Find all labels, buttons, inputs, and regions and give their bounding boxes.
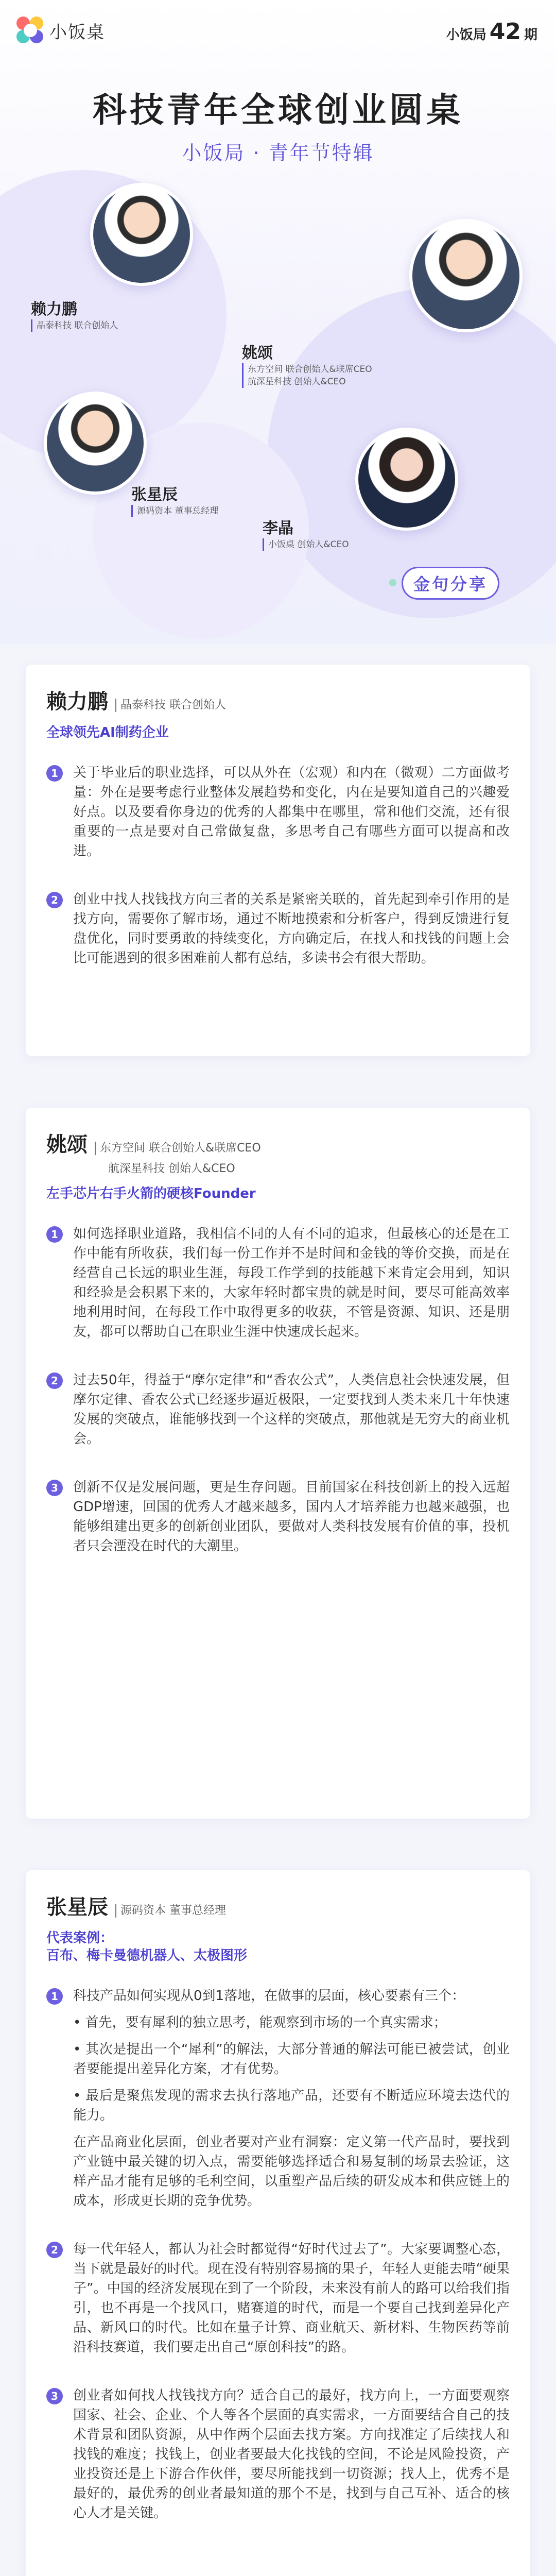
quote-badge-label: 金句分享: [402, 567, 499, 600]
guest-desc-2: [242, 363, 372, 388]
brand-logo: [16, 16, 105, 44]
guest-photo-1: [90, 183, 193, 286]
page-subtitle: 小饭局 · 青年节特辑: [182, 142, 374, 164]
speaker-card-1: [26, 665, 530, 1056]
guest-desc-2-line1: 东方空间 联合创始人&联席CEO: [248, 364, 372, 375]
guest-photo-3: [44, 392, 147, 495]
speaker-card-3: [26, 1870, 530, 2576]
hero-section: [0, 0, 556, 644]
guest-name-2: 姚颂: [242, 344, 273, 362]
item-number-badge: 3: [46, 2388, 63, 2404]
issue-unit: 期: [524, 27, 537, 43]
quote-text: 如何选择职业道路，我相信不同的人有不同的追求，但最核心的还是在工作中能有所收获，我们每一份工作并不是时间和金钱的等价交换，而是在经营自己长远的职业生涯，每段工作学到的技能越下来肯定会用到，知识和经验是会积累下来的，大家年轻时都宝贵的就是时间，要尽可能高效率地利用时间，在每段工作中取得更多的收获，不管是资源、知识、还是朋友，都可以帮助自己在职业生涯中快速成长起来。: [73, 1226, 510, 1340]
quote-item: [46, 2240, 510, 2357]
quote-bullet: • 其次是提出一个“犀利”的解法，大部分普通的解法可能已被尝试，创业者要能提出差异化方案，才有优势。: [73, 2042, 510, 2077]
quote-item: [46, 1370, 510, 1449]
quote-item: [46, 890, 510, 968]
speaker-name: 赖力鹏: [46, 690, 108, 714]
speaker-role: 晶泰科技 联合创始人: [115, 699, 226, 712]
speaker-tag: 代表案例： 百布、梅卡曼德机器人、太极图形: [46, 1930, 248, 1963]
quote-bullet: • 首先，要有犀利的独立思考，能观察到市场的一个真实需求；: [73, 2015, 447, 2030]
logo-icon: [16, 16, 44, 44]
quote-text: 创业者如何找人找钱找方向？适合自己的最好，找方向上，一方面要观察国家、社会、企业、个人等各个层面的真实需求，一方面要结合自己的技术背景和团队资源，从中作两个层面去找方案。方向找准定了后续找人和找钱的难度；找钱上，创业者要最大化找钱的空间，不论是风险投资，产业投资还是上下游合作伙伴，要尽所能找到一切资源；找人上，优秀不是最好的，最优秀的创业者最知道的那个不是，找到与自己互补、适合的核心人才是关键。: [73, 2388, 510, 2521]
guest-name-4: 李晶: [263, 519, 293, 537]
page-title: 科技青年全球创业圆桌: [93, 90, 463, 130]
speaker-name: 张星辰: [46, 1895, 108, 1919]
item-number-badge: 2: [46, 1372, 63, 1389]
guest-name-1: 赖力鹏: [31, 300, 77, 318]
speaker-role-2: 航深星科技 创始人&CEO: [108, 1162, 235, 1175]
quote-text: 过去50年，得益于“摩尔定律”和“香农公式”，人类信息社会快速发展，但摩尔定律、香农公式已经逐步逼近极限，一定要找到人类未来几十年快速发展的突破点，谁能够找到一个这样的突破点，那他就是无穷大的商业机会。: [73, 1372, 510, 1447]
quote-text: 科技产品如何实现从0到1落地，在做事的层面，核心要素有三个：: [73, 1988, 465, 2004]
quote-text: 创业中找人找钱找方向三者的关系是紧密关联的，首先起到牵引作用的是找方向，需要你了解市场，通过不断地摸索和分析客户，得到反馈进行复盘优化，同时要勇敢的持续变化，方向确定后，在找人和找钱的问题上会比可能遇到的很多困难前人都有总结，多读书会有很大帮助。: [73, 892, 510, 966]
quote-item: [46, 1986, 510, 2211]
issue-label: [446, 19, 537, 45]
quote-text: 每一代年轻人，都认为社会时都觉得“好时代过去了”。大家要调整心态，当下就是最好的时代。现在没有特别容易摘的果子，年轻人更能去啃“硬果子”。中国的经济发展现在到了一个阶段，未来没有前人的路可以给我们指引，也不再是一个找风口，赌赛道的时代，而是一个要自己找到差异化产品、新风口的时代。比如在量子计算、商业航天、新材料、生物医药等前沿科技赛道，我们要走出自己“原创科技”的路。: [73, 2242, 510, 2355]
guest-desc-3: 源码资本 董事总经理: [131, 505, 218, 517]
item-number-badge: 2: [46, 2242, 63, 2258]
quote-item: [46, 1478, 510, 1556]
guest-desc-4: 小饭桌 创始人&CEO: [263, 538, 349, 551]
guest-name-3: 张星辰: [131, 486, 178, 504]
quote-text: 在产品商业化层面，创业者要对产业有洞察：定义第一代产品时，要找到产业链中最关键的切入点，需要能够选择适合和易复制的场景去验证，这样产品才能有足够的毛利空间，以重塑产品后续的研发成本和供应链上的成本，形成更长期的竞争优势。: [73, 2134, 510, 2209]
item-number-badge: 1: [46, 765, 63, 782]
quote-text: 创新不仅是发展问题，更是生存问题。目前国家在科技创新上的投入远超GDP增速，回国的优秀人才越来越多，国内人才培养能力也越来越强，也能够组建出更多的创新创业团队，要做对人类科技发展有价值的事，投机者只会湮没在时代的大潮里。: [73, 1480, 510, 1554]
speaker-card-2: [26, 1108, 530, 1819]
quote-item: [46, 763, 510, 861]
guest-desc-1: 晶泰科技 联合创始人: [31, 319, 118, 332]
speaker-tag: 全球领先AI制药企业: [46, 725, 169, 740]
quote-badge: [402, 567, 499, 600]
quote-item: [46, 1224, 510, 1342]
item-number-badge: 1: [46, 1988, 63, 2005]
item-number-badge: 1: [46, 1226, 63, 1243]
item-number-badge: 3: [46, 1480, 63, 1496]
quote-item: [46, 2386, 510, 2523]
guest-desc-2-line2: 航深星科技 创始人&CEO: [248, 377, 346, 387]
guest-photo-4: [355, 428, 458, 531]
speaker-tag: 左手芯片右手火箭的硬核Founder: [46, 1186, 256, 1201]
quote-text: 关于毕业后的职业选择，可以从外在（宏观）和内在（微观）二方面做考量：外在是要考虑行业整体发展趋势和变化，内在是要知道自己的兴趣爱好点。以及要看你身边的优秀的人都集中在哪里，常和他们交流，还有很重要的一点是要对自己常做复盘，多思考自己有哪些方面可以提高和改进。: [73, 765, 510, 859]
badge-dot-icon: [389, 579, 396, 586]
logo-text: 小饭桌: [49, 22, 105, 43]
issue-number: 42: [489, 19, 521, 45]
guest-photo-2: [409, 219, 523, 332]
item-number-badge: 2: [46, 892, 63, 908]
speaker-role: 源码资本 董事总经理: [115, 1904, 226, 1918]
issue-series: 小饭局: [446, 27, 486, 43]
speaker-role: 东方空间 联合创始人&联席CEO: [95, 1142, 261, 1155]
quote-bullet: • 最后是聚焦发现的需求去执行落地产品，还要有不断适应环境去迭代的能力。: [73, 2088, 510, 2123]
speaker-name: 姚颂: [46, 1133, 88, 1157]
